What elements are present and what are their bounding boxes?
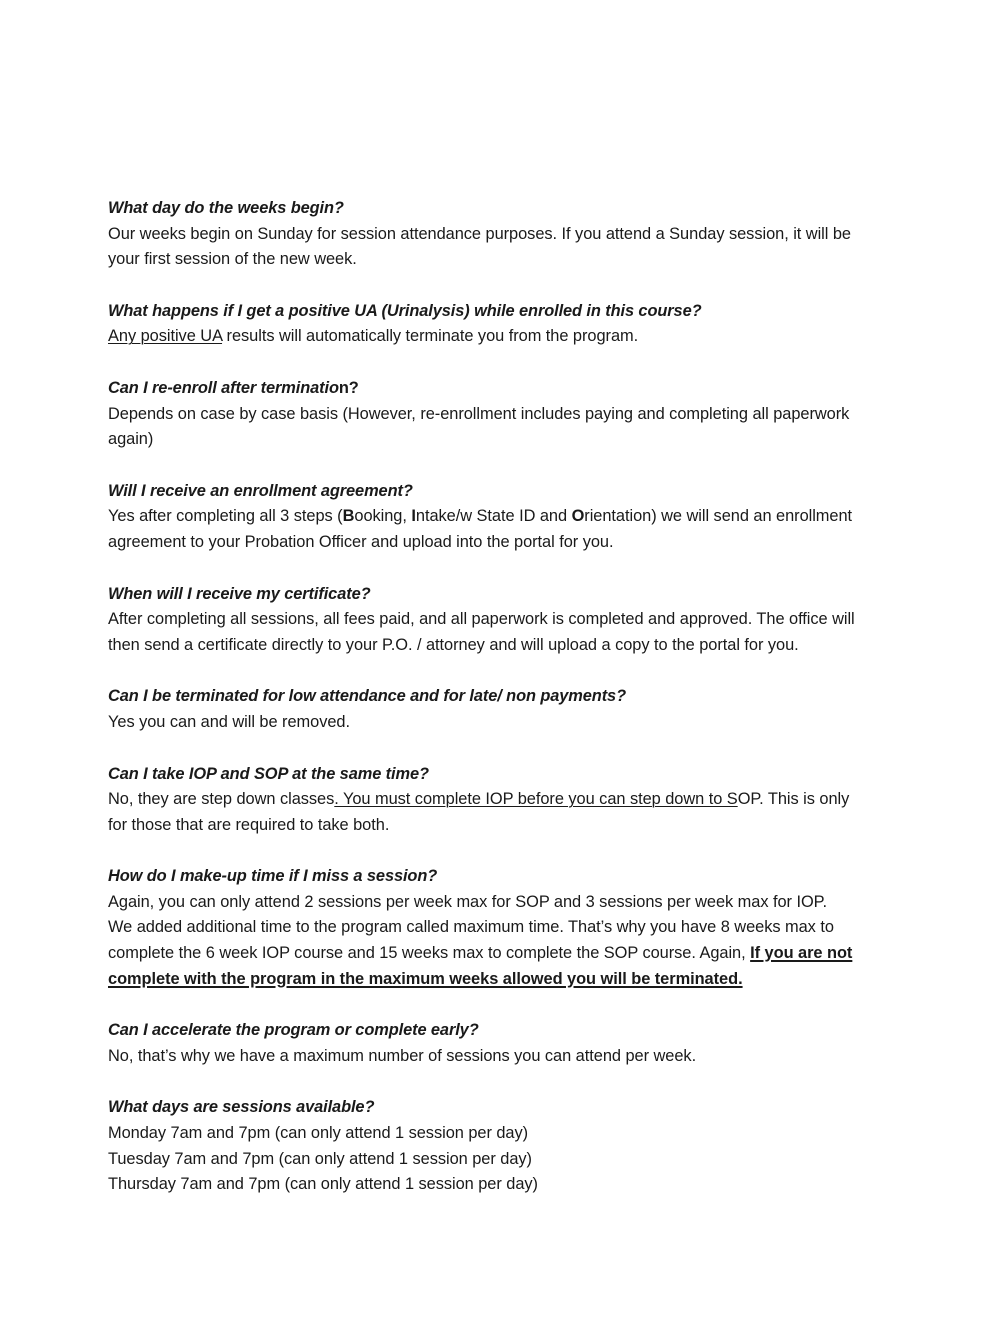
answer-line: Our weeks begin on Sunday for session attendance purposes. If you attend a Sunday session, it will be [108,224,851,243]
answer-line: Monday 7am and 7pm (can only attend 1 session per day) [108,1124,529,1143]
answer-text: OP. This is only [737,790,850,809]
answer-text: complete the 6 week IOP course and 15 weeks max to complete the SOP course. Again, [108,944,751,963]
answer-emphasis: complete with the program in the maximum weeks allowed you will be terminated. [108,969,743,988]
faq-answer [108,890,890,992]
bold-letter-o: O [571,507,585,526]
answer-line [108,941,890,967]
document-content [108,196,890,1198]
faq-question: What happens if I get a positive UA (Urinalysis) while enrolled in this course? [108,301,702,320]
faq-section-iop-sop-same-time [108,762,890,839]
answer-line: agreement to your Probation Officer and upload into the portal for you. [108,532,614,551]
answer-line: We added additional time to the program called maximum time. That’s why you have 8 weeks max to [108,918,834,937]
answer-line: Again, you can only attend 2 sessions per week max for SOP and 3 sessions per week max for IOP. [108,892,827,911]
faq-question: Can I be terminated for low attendance and for late/ non payments? [108,687,626,706]
faq-question [108,376,890,402]
faq-section-make-up-time [108,864,890,992]
answer-line: Tuesday 7am and 7pm (can only attend 1 session per day) [108,1149,532,1168]
answer-line: Thursday 7am and 7pm (can only attend 1 session per day) [108,1175,538,1194]
answer-line [108,504,890,530]
faq-answer [108,222,890,273]
faq-section-terminated-attendance [108,684,890,735]
faq-answer [108,1044,890,1070]
faq-section-accelerate [108,1018,890,1069]
faq-answer [108,787,890,838]
faq-question: How do I make-up time if I miss a session? [108,867,438,886]
answer-text: ntake/w State ID and [415,507,572,526]
answer-line [108,787,890,813]
question-upright-part: n? [338,378,359,397]
faq-answer [108,607,890,658]
answer-text: No, they are step down classes [108,790,335,809]
faq-question: Will I receive an enrollment agreement? [108,481,413,500]
answer-line: for those that are required to take both. [108,815,390,834]
faq-question: What day do the weeks begin? [108,199,344,217]
answer-emphasis: If you are not [750,944,853,963]
answer-line: No, that’s why we have a maximum number of sessions you can attend per week. [108,1046,697,1065]
faq-answer [108,710,890,736]
answer-line: again) [108,430,154,449]
faq-section-certificate [108,582,890,659]
answer-text: results will automatically terminate you from the program. [222,327,639,346]
faq-answer [108,402,890,453]
answer-underlined-phrase: Any positive UA [108,327,223,346]
answer-text: Yes after completing all 3 steps ( [108,507,343,526]
faq-question: Can I take IOP and SOP at the same time? [108,764,429,783]
faq-question: What days are sessions available? [108,1098,375,1117]
answer-line: After completing all sessions, all fees paid, and all paperwork is completed and approved. The office will [108,610,855,629]
faq-answer [108,504,890,555]
answer-underlined-phrase: . You must complete IOP before you can step down to S [334,790,738,809]
faq-answer [108,1121,890,1198]
question-italic-part: Can I re-enroll after terminatio [108,378,339,397]
answer-line: then send a certificate directly to your P.O. / attorney and will upload a copy to the portal for you. [108,635,799,654]
faq-answer [108,324,890,350]
faq-section-re-enroll [108,376,890,453]
answer-line: Depends on case by case basis (However, re-enrollment includes paying and completing all paperwork [108,404,850,423]
faq-question: Can I accelerate the program or complete early? [108,1021,479,1040]
answer-line [108,967,890,993]
answer-text: rientation) we will send an enrollment [584,507,853,526]
faq-section-enrollment-agreement [108,479,890,556]
answer-text: ooking, [354,507,412,526]
faq-section-weeks-begin [108,196,890,273]
faq-question: When will I receive my certificate? [108,584,371,603]
answer-line: your first session of the new week. [108,250,357,269]
bold-letter-b: B [342,507,355,526]
answer-line: Yes you can and will be removed. [108,712,350,731]
faq-section-positive-ua [108,299,890,350]
faq-section-session-days [108,1095,890,1197]
bold-letter-i: I [411,507,416,526]
